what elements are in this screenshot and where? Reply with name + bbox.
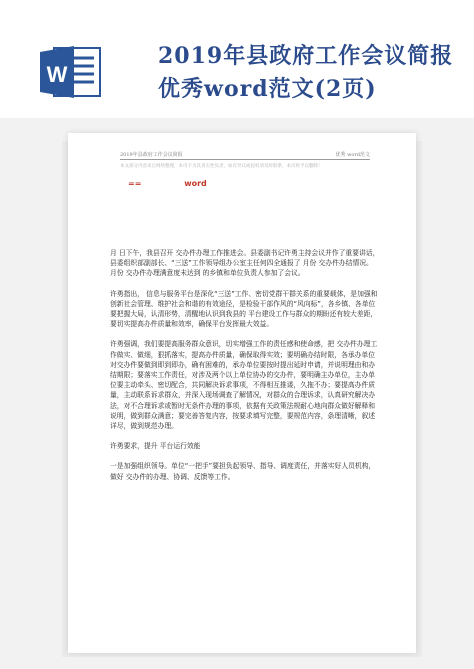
paragraph-1: 月 日下午，我县召开 交办件办理工作推进会。县委副书记许勇主持会议并作了重要讲话，县委组织部副部长、“三送”工作领导组办公室主任何四全通报了 月份 交办件办结情况。 月份 交办件办理满意度未达到 的乡镇和单位负责人参加了会议。: [110, 249, 380, 278]
svg-text:W: W: [46, 62, 68, 87]
word-line-label: word: [184, 179, 207, 188]
word-line-marker: ==: [128, 179, 145, 188]
document-page: [68, 133, 416, 653]
running-head: [120, 151, 370, 158]
paragraph-5: 一是加强组织领导。单位“一把手”要担负起领导、指导、调度责任，并落实好人员机构，做好 交办件的办理、协调、反馈等工作。: [110, 462, 376, 481]
word-watermark-line: [128, 179, 248, 188]
running-head-right: 优秀 word范文: [335, 152, 370, 158]
page-title: 2019年县政府工作会议简报优秀word范文(2页): [158, 43, 454, 102]
document-body: [110, 248, 380, 492]
paragraph-2: 许勇指出， 信息与服务平台是深化“三送”工作、密切党群干群关系的重要载体，是加强和创新社会管理、维护社会和谐的有效途径，是检验干部作风的“风向标”，各乡镇、各单位要把握大局，认清形势，清醒地认识到我县的 平台建设工作与群众的期盼还有较大差距，要切实提高办件质量和效率，确保平台发挥最大效益。: [110, 289, 378, 329]
page-header: [0, 0, 474, 118]
paragraph-4: 许勇要求，提升 平台运行效能: [110, 442, 201, 451]
word-icon: [40, 44, 104, 100]
running-head-left: 2019年县政府工作会议简报: [120, 152, 183, 158]
copyright-notice: 本文部分内容来自网络整理，本司不为其真实性负责，如有异议或侵权请及时联系，本司将予以删除！: [120, 164, 323, 169]
paragraph-3: 许勇强调，我们要提高服务群众意识，切实增强工作的责任感和使命感，把 交办件办理工作做实、做细，狠抓落实，提高办件质量，确保取得实效；要明确办结时限，各承办单位对交办件要做到即到即办，确有困难的，承办单位要按时提出延时申请，并说明理由和办结期限；要落实工作责任，对涉及两个以上单位协办的交办件，要明确主办单位，主办单位要主动牵头、密切配合，共同解决诉求事项，不得相互推诿，久拖不办；要提高办件质量，主动联系诉求群众，并深入现场调查了解情况，对群众的合理诉求，认真研究解决办法，对不合理诉求或暂时无条件办理的事项，依据有关政策法规耐心地向群众做好解释和说明，做到群众满意；要完善答复内容，按要求填写完整，要规范内容，条理清晰，叙述详尽，做到规范办理。: [110, 340, 378, 431]
header-rule: [120, 159, 370, 160]
